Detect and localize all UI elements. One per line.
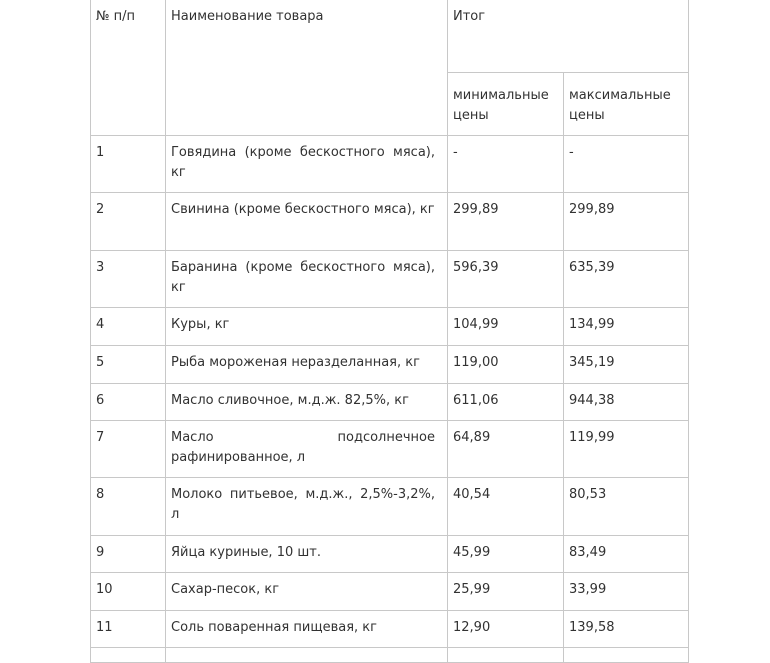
min-price: 45,99 [448,535,564,572]
row-number: 11 [91,610,166,647]
table-row [91,572,689,610]
min-price: 611,06 [448,383,564,420]
product-name: Рыба мороженая неразделанная, кг [166,345,448,383]
row-number: 5 [91,345,166,383]
row-number: 10 [91,572,166,610]
product-name: Яйца куриные, 10 шт. [166,535,448,572]
max-price: 345,19 [564,345,689,383]
table-row [91,477,689,535]
min-price: 12,90 [448,610,564,647]
max-price: 119,99 [564,420,689,477]
table-row [91,307,689,345]
table-header-row [91,0,689,72]
min-price: 596,39 [448,250,564,307]
row-number: 4 [91,307,166,345]
column-header-product-name: Наименование товара [166,0,448,135]
min-price: 104,99 [448,307,564,345]
table-row-partial [91,647,689,662]
product-name: Сахар-песок, кг [166,572,448,610]
min-price: 40,54 [448,477,564,535]
max-price: 299,89 [564,192,689,250]
max-price: 80,53 [564,477,689,535]
column-header-total: Итог [448,0,689,72]
row-number: 6 [91,383,166,420]
table-row [91,192,689,250]
product-name: Масло подсолнечное рафинированное, л [166,420,448,477]
max-price: - [564,135,689,192]
table-row [91,383,689,420]
min-price: 119,00 [448,345,564,383]
table-row [91,250,689,307]
product-name: Говядина (кроме бескостного мяса), кг [166,135,448,192]
product-name: Масло сливочное, м.д.ж. 82,5%, кг [166,383,448,420]
product-name: Молоко питьевое, м.д.ж., 2,5%-3,2%, л [166,477,448,535]
table-row [91,535,689,572]
max-price: 139,58 [564,610,689,647]
max-price: 83,49 [564,535,689,572]
column-header-max-prices: максимальные цены [564,72,689,135]
max-price: 944,38 [564,383,689,420]
product-name: Куры, кг [166,307,448,345]
min-price: - [448,135,564,192]
row-number: 8 [91,477,166,535]
row-number: 7 [91,420,166,477]
product-name: Соль поваренная пищевая, кг [166,610,448,647]
column-header-num: № п/п [91,0,166,135]
table-row [91,610,689,647]
row-number: 1 [91,135,166,192]
table-row [91,345,689,383]
max-price: 635,39 [564,250,689,307]
row-number: 9 [91,535,166,572]
table-row [91,420,689,477]
min-price: 25,99 [448,572,564,610]
max-price: 134,99 [564,307,689,345]
max-price: 33,99 [564,572,689,610]
product-name: Свинина (кроме бескостного мяса), кг [166,192,448,250]
table-row [91,135,689,192]
min-price: 299,89 [448,192,564,250]
min-price: 64,89 [448,420,564,477]
column-header-min-prices: минимальные цены [448,72,564,135]
product-name: Баранина (кроме бескостного мяса), кг [166,250,448,307]
row-number: 3 [91,250,166,307]
product-prices-table [90,0,689,663]
row-number: 2 [91,192,166,250]
